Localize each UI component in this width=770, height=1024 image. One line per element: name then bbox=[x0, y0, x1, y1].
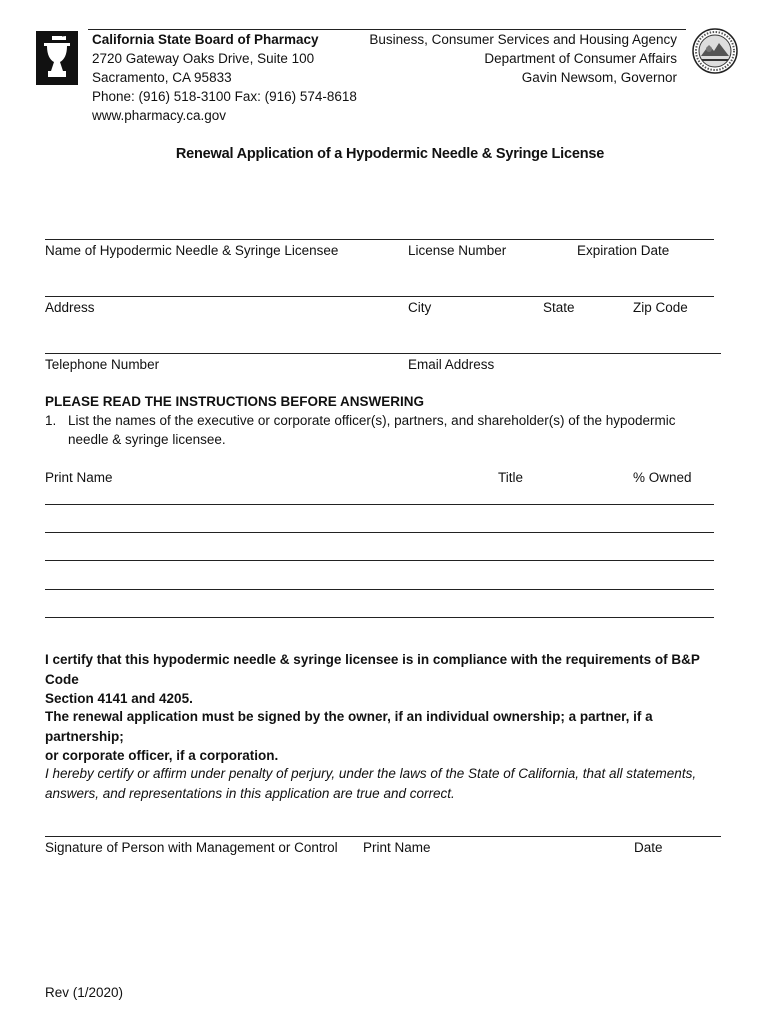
page-title: Renewal Application of a Hypodermic Needle & Syringe License bbox=[175, 146, 605, 162]
signature-date-label: Date bbox=[634, 840, 663, 855]
owners-col-print-name: Print Name bbox=[45, 470, 113, 485]
owner-entry-line[interactable] bbox=[45, 560, 714, 561]
signature-line[interactable] bbox=[45, 836, 721, 837]
owners-col-owned: % Owned bbox=[633, 470, 692, 485]
compliance-line2: Section 4141 and 4205. bbox=[45, 691, 193, 706]
owner-entry-line[interactable] bbox=[45, 589, 714, 590]
compliance-line1: I certify that this hypodermic needle & syringe licensee is in compliance with the requirements of B&P Code bbox=[45, 652, 700, 687]
header-agency-info bbox=[369, 30, 677, 87]
org-name: California State Board of Pharmacy bbox=[92, 32, 319, 47]
item1-line1: List the names of the executive or corporate officer(s), partners, and shareholder(s) of the hypodermic bbox=[68, 413, 676, 428]
mortar-pestle-logo-icon bbox=[36, 31, 78, 85]
signed-by-statement bbox=[45, 707, 730, 766]
revision-label: Rev (1/2020) bbox=[45, 985, 124, 1000]
perjury-line1: I hereby certify or affirm under penalty of perjury, under the laws of the State of California, that all statements, bbox=[45, 766, 697, 781]
city-label: City bbox=[408, 300, 432, 315]
california-seal-icon bbox=[692, 28, 738, 74]
telephone-label: Telephone Number bbox=[45, 357, 160, 372]
signature-print-name-label: Print Name bbox=[363, 840, 431, 855]
license-number-label: License Number bbox=[408, 243, 507, 258]
signature-label: Signature of Person with Management or Control bbox=[45, 840, 338, 855]
owners-col-title: Title bbox=[498, 470, 524, 485]
zip-label: Zip Code bbox=[633, 300, 688, 315]
address-line[interactable] bbox=[45, 296, 714, 297]
agency-name: Business, Consumer Services and Housing Agency bbox=[369, 32, 677, 47]
item1-line2: needle & syringe licensee. bbox=[68, 432, 226, 447]
website-link[interactable]: www.pharmacy.ca.gov bbox=[92, 108, 227, 123]
owner-entry-line[interactable] bbox=[45, 532, 714, 533]
perjury-statement bbox=[45, 764, 730, 803]
owner-entry-line[interactable] bbox=[45, 504, 714, 505]
state-label: State bbox=[543, 300, 575, 315]
telephone-line[interactable] bbox=[45, 353, 721, 354]
licensee-line[interactable] bbox=[45, 239, 714, 240]
expiration-date-label: Expiration Date bbox=[577, 243, 670, 258]
phone-fax: Phone: (916) 518-3100 Fax: (916) 574-8618 bbox=[92, 89, 357, 104]
item1-number: 1. bbox=[45, 413, 57, 428]
licensee-name-label: Name of Hypodermic Needle & Syringe Licensee bbox=[45, 243, 339, 258]
perjury-line2: answers, and representations in this application are true and correct. bbox=[45, 785, 455, 801]
email-label: Email Address bbox=[408, 357, 495, 372]
signed-by-line2: or corporate officer, if a corporation. bbox=[45, 748, 279, 763]
compliance-statement bbox=[45, 650, 730, 709]
department-name: Department of Consumer Affairs bbox=[484, 51, 677, 66]
governor-name: Gavin Newsom, Governor bbox=[521, 70, 677, 85]
address-line2: Sacramento, CA 95833 bbox=[92, 70, 232, 85]
owner-entry-line[interactable] bbox=[45, 617, 714, 618]
address-label: Address bbox=[45, 300, 95, 315]
address-line1: 2720 Gateway Oaks Drive, Suite 100 bbox=[92, 51, 315, 66]
header-board-info bbox=[92, 30, 357, 125]
instructions-heading: PLEASE READ THE INSTRUCTIONS BEFORE ANSWERING bbox=[45, 394, 425, 409]
signed-by-line1: The renewal application must be signed by the owner, if an individual ownership; a partner, if a partnership; bbox=[45, 709, 653, 744]
